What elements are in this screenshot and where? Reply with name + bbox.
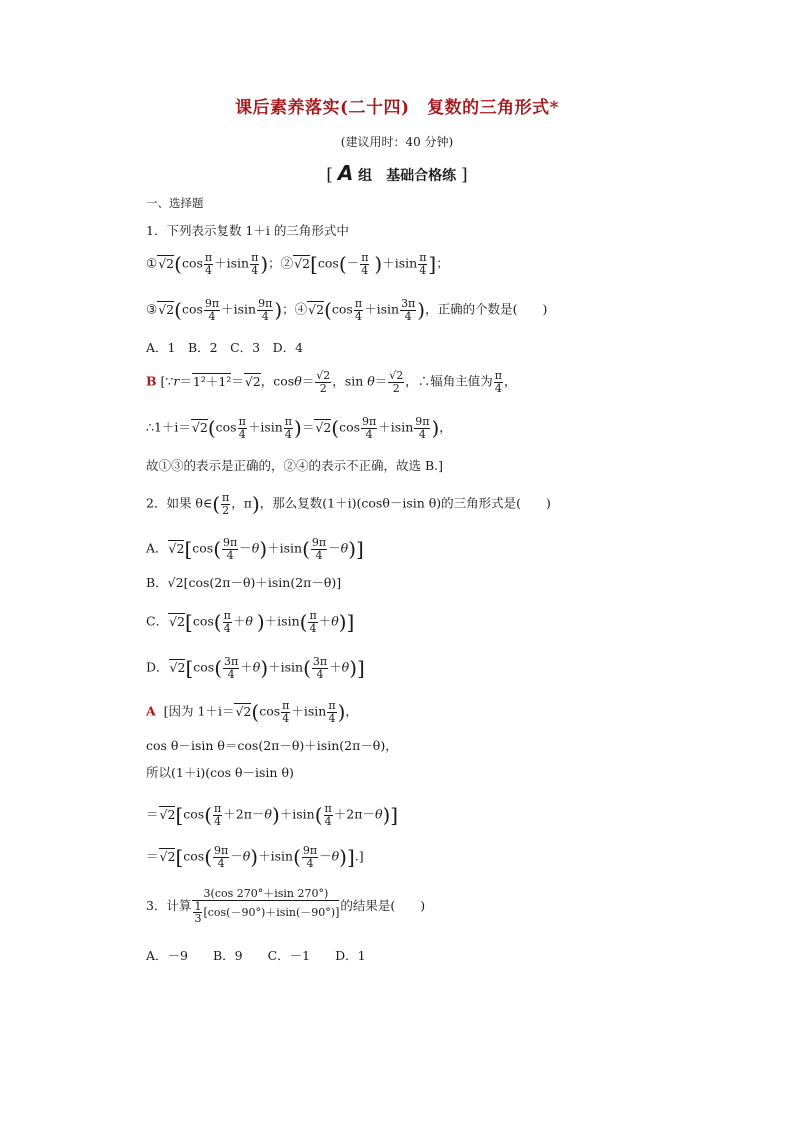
section-heading: 一、选择题 [146, 196, 204, 210]
group-letter: A [337, 161, 354, 185]
q2-option-d: D．√2[cos( $\frac{3\pi}{4}$ ＋θ)＋isin( $\frac{3\pi}{4}$ ＋θ)] [146, 655, 365, 681]
suggested-time: (建议用时：40 分钟) [340, 135, 454, 149]
q2-stem: 2．如果 θ∈( $\frac{\pi}{2}$ ，π)，那么复数(1＋i)(cosθ－isin θ)的三角形式是( ) [146, 491, 551, 517]
q1-tail: ，正确的个数是( ) [425, 301, 548, 317]
group-label: 组 基础合格练 [358, 168, 457, 184]
q3-options: A．－9 B．9 C．－1 D．1 [146, 948, 366, 963]
q2-solution-line1: A [因为 1＋i＝√2(cos $\frac{\pi}{4}$ ＋isin $\frac{\pi}{4}$ )， [146, 699, 358, 725]
q3-stem: 3．计算 3(cos 270°＋isin 270°) $\frac{1}{3}$ [cos(－90°)＋isin(－90°)] 的结果是( ) [146, 887, 426, 926]
q1-answer: B [146, 373, 157, 389]
q1-conclusion: 故①③的表示是正确的，②④的表示不正确，故选 B.] [146, 458, 444, 473]
q2-option-c: C．√2[cos( $\frac{\pi}{4}$ ＋θ )＋isin( $\frac{\pi}{4}$ ＋θ)] [146, 609, 355, 635]
q1-forms-1-2: ①√2(cos $\frac{\pi}{4}$ ＋isin $\frac{\pi}{4}$ )；②√2[cos(－ $\frac{\pi}{4}$ )＋isin $\frac{\pi}{4}$ ]； [146, 251, 449, 277]
q2-solution-line3: 所以(1＋i)(cos θ－isin θ) [146, 765, 294, 780]
q1-stem: 1．下列表示复数 1＋i 的三角形式中 [146, 223, 349, 238]
page-title: 课后素养落实(二十四) 复数的三角形式* [235, 98, 559, 118]
q2-solution-line4: ＝√2[cos( $\frac{\pi}{4}$ ＋2π－θ)＋isin( $\frac{\pi}{4}$ ＋2π－θ)] [146, 802, 399, 828]
q2-answer: A [146, 703, 156, 719]
q3-numerator: 3(cos 270°＋isin 270°) [192, 888, 339, 901]
q1-solution-line1: B [∵r＝1²＋1²＝√2，cosθ＝ $\frac{√2}{2}$ ，sin θ＝ $\frac{√2}{2}$ ，∴辐角主值为 $\frac{\pi}{4}$ ， [146, 369, 517, 395]
q2-solution-line5: ＝√2[cos( $\frac{9\pi}{4}$ －θ)＋isin( $\frac{9\pi}{4}$ －θ)].] [146, 844, 364, 870]
q2-solution-line2: cos θ－isin θ＝cos(2π－θ)＋isin(2π－θ)， [146, 738, 398, 753]
q1-options: A．1 B．2 C．3 D．4 [146, 340, 304, 355]
q2-option-b: B．√2[cos(2π－θ)＋isin(2π－θ)] [146, 575, 342, 590]
q3-denominator: [cos(－90°)＋isin(－90°)] [203, 905, 340, 919]
q2-option-a: A．√2[cos( $\frac{9\pi}{4}$ －θ)＋isin( $\frac{9\pi}{4}$ －θ)] [146, 536, 364, 562]
group-heading: [ A 组 基础合格练 ] [326, 161, 468, 185]
q1-solution-line2: ∴1＋i＝√2(cos $\frac{\pi}{4}$ ＋isin $\frac{\pi}{4}$ )＝√2(cos $\frac{9\pi}{4}$ ＋isin $\frac{9\pi}{4}$ )， [146, 415, 452, 441]
q1-forms-3-4: ③√2(cos $\frac{9\pi}{4}$ ＋isin $\frac{9\pi}{4}$ )；④√2(cos $\frac{\pi}{4}$ ＋isin $\frac{3\pi}{4}$ )，正确的个数是( ) [146, 297, 548, 323]
